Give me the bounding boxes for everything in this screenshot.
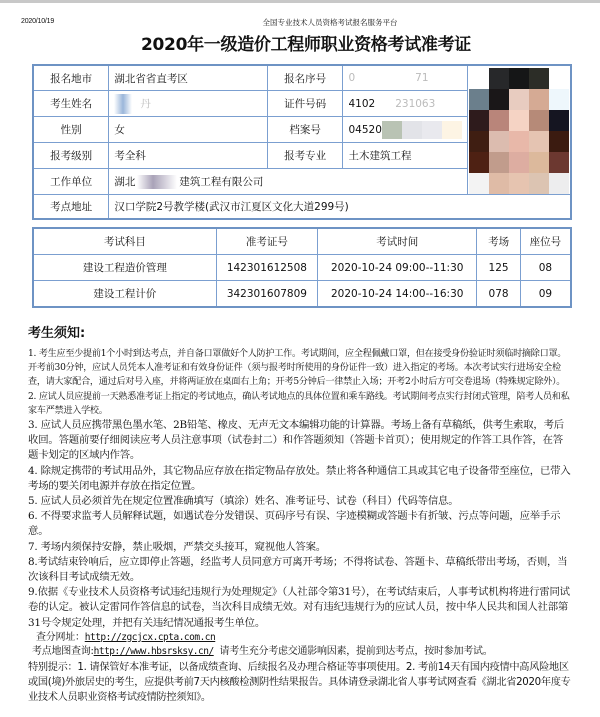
major-value: 土木建筑工程: [343, 143, 467, 169]
notice-item-2: 2. 应试人员应提前一天熟悉准考证上指定的考试地点，确认考试地点的具体位置和乘车路线。考试期间考点实行封闭式管理，陪考人员和私家车严禁进入学校。: [28, 391, 570, 416]
region-value: 湖北省省直考区: [109, 65, 267, 91]
employer-value: 湖北 建筑工程有限公司: [109, 169, 468, 195]
notice-item-8: 8.考试结束铃响后，应立即停止答题，经监考人员同意方可离开考场；不得将试卷、答题卡、草稿纸带出考场，否则，当次该科目考试成绩无效。: [28, 555, 568, 584]
file-label: 档案号: [267, 117, 343, 143]
photo-pixel: [509, 152, 529, 173]
photo-pixel: [529, 110, 549, 131]
photo-pixel: [489, 89, 509, 110]
photo-pixel: [469, 68, 489, 89]
map-label: 考点地图查询:: [32, 646, 94, 658]
photo-pixel: [509, 68, 529, 89]
photo-pixel: [509, 89, 529, 110]
photo-pixel: [529, 173, 549, 194]
photo-pixel: [469, 152, 489, 173]
photo-pixel: [529, 152, 549, 173]
score-link-line: [28, 631, 573, 646]
notice-item-6: 6. 不得要求监考人员解释试题，如遇试卷分发错误、页码序号有误、字迹模糊或答题卡有折皱、污点等问题，应举手示意。: [28, 510, 561, 538]
redaction-mark: [137, 175, 177, 189]
candidate-info-table: [32, 64, 572, 220]
address-label: 考点地址: [33, 195, 109, 220]
notice-item-9: 9.依据《专业技术人员资格考试违纪违规行为处理规定》（人社部令第31号），在考试结束后，人事考试机构将进行雷同试卷的认定。被认定雷同作答信息的试卷，当次科目成绩无效。对有违纪违规行为的应试人员，按中华人民共和国人社部第31号令规定处理，并把有关违纪情况通报考生单位。: [28, 586, 570, 629]
notice-item-4: 4. 除规定携带的考试用品外，其它物品应存放在指定物品存放处。禁止将各种通信工具或其它电子设备带至座位，已带入考场的要关闭电源并存放在指定位置。: [28, 464, 571, 492]
subject-cell: 建设工程造价管理: [33, 255, 216, 281]
serial-value: 0 71: [343, 65, 467, 91]
photo-pixel: [549, 152, 569, 173]
serial-label: 报名序号: [267, 65, 343, 91]
region-label: 报名地市: [33, 65, 109, 91]
table-header-row: [33, 228, 571, 255]
map-note: 请考生充分考虑交通影响因素，提前到达考点，按时参加考试。: [219, 646, 493, 658]
photo-pixel: [549, 173, 569, 194]
photo-pixel: [509, 173, 529, 194]
redaction-mark: [114, 94, 132, 114]
map-link-line: [28, 645, 573, 660]
table-row: [33, 255, 571, 281]
notice-heading: 考生须知:: [28, 326, 86, 341]
candidate-photo: [469, 68, 569, 194]
photo-pixel: [489, 173, 509, 194]
photo-pixel: [529, 131, 549, 152]
photo-pixel: [529, 89, 549, 110]
photo-cell: [467, 65, 571, 195]
header-exam-time: 考试时间: [318, 228, 477, 255]
exam-schedule-table: [32, 227, 572, 308]
level-value: 考全科: [109, 143, 267, 169]
photo-pixel: [529, 68, 549, 89]
photo-pixel: [549, 68, 569, 89]
page-title: 2020年一级造价工程师职业资格考试准考证: [140, 35, 471, 55]
table-row: [33, 281, 571, 308]
photo-pixel: [489, 152, 509, 173]
photo-pixel: [469, 110, 489, 131]
major-label: 报考专业: [267, 143, 343, 169]
notice-item-7: 7. 考场内须保持安静，禁止吸烟，严禁交头接耳，窥视他人答案。: [28, 540, 326, 553]
map-url-link[interactable]: http://www.hbsrsksy.cn/: [93, 646, 214, 658]
gender-value: 女: [109, 117, 267, 143]
file-value: 04520: [343, 117, 467, 143]
employer-label: 工作单位: [33, 169, 109, 195]
photo-pixel: [469, 173, 489, 194]
notice-item-3: 3. 应试人员应携带黑色墨水笔、2B铅笔、橡皮、无声无文本编辑功能的计算器。考场上备有草稿纸，供考生索取，考后收回。答题前要仔细阅读应考人员注意事项（试卷封二）和作答题须知（答题卡首页）；使用规定的作答工具作答，在答题卡划定的区域内作答。: [28, 419, 564, 462]
header-room: 考场: [477, 228, 520, 255]
exam-time-cell: 2020-10-24 09:00--11:30: [318, 255, 477, 281]
room-cell: 125: [477, 255, 520, 281]
score-url-link[interactable]: http://zgcjcx.cpta.com.cn: [84, 631, 216, 643]
top-border: [0, 0, 600, 3]
header-seat: 座位号: [520, 228, 571, 255]
ticket-number-cell: 342301607809: [216, 281, 317, 308]
notice-item-1: 1. 考生应至少提前1个小时到达考点，并自备口罩做好个人防护工作。考试期间，应全程佩戴口罩，但在接受身份验证时须临时摘除口罩。开考前30分钟，应试人员凭本人准考证和有效身份证件（须与报考时所使用的身份证件一致）进入指定的考场。本次考试实行进场安全检查，请大家配合，通过后对号入座，并将两证放在桌面右上角；开考5分钟后一律禁止入场；开考2小时后方可交卷退场（特殊规定除外）。: [28, 349, 567, 388]
score-label: 查分网址：: [36, 631, 85, 643]
platform-name: 全国专业技术人员资格考试报名服务平台: [262, 18, 398, 27]
seat-cell: 09: [520, 281, 571, 308]
photo-pixel: [509, 131, 529, 152]
level-label: 报考级别: [33, 143, 109, 169]
name-value: 丹: [109, 91, 267, 117]
photo-pixel: [509, 110, 529, 131]
id-value: 4102 231063: [343, 91, 467, 117]
seat-cell: 08: [520, 255, 571, 281]
notice-list: [28, 347, 573, 705]
name-label: 考生姓名: [33, 91, 109, 117]
room-cell: 078: [477, 281, 520, 308]
exam-time-cell: 2020-10-24 14:00--16:30: [318, 281, 477, 308]
photo-pixel: [549, 89, 569, 110]
photo-pixel: [549, 110, 569, 131]
photo-pixel: [469, 131, 489, 152]
photo-pixel: [489, 110, 509, 131]
id-label: 证件号码: [267, 91, 343, 117]
photo-pixel: [489, 68, 509, 89]
photo-pixel: [549, 131, 569, 152]
header-subject: 考试科目: [33, 228, 216, 255]
photo-pixel: [469, 89, 489, 110]
header-ticket-number: 准考证号: [216, 228, 317, 255]
gender-label: 性别: [33, 117, 109, 143]
subject-cell: 建设工程计价: [33, 281, 216, 308]
photo-pixel: [489, 131, 509, 152]
ticket-number-cell: 142301612508: [216, 255, 317, 281]
print-date: 2020/10/19: [21, 18, 55, 25]
notice-item-5: 5. 应试人员必须首先在规定位置准确填写（填涂）姓名、准考证号、试卷（科目）代码等信息。: [28, 495, 459, 508]
address-value: 汉口学院2号教学楼(武汉市江夏区文化大道299号): [109, 195, 571, 220]
special-notice: 特别提示：1. 请保管好本准考证，以备成绩查询、后续报名及办理合格证等事项使用。2. 考前14天有国内疫情中高风险地区或国(境)外旅居史的考生，应提供考前7天内核酸检测阴性结果报告。具体请登录湖北省人事考试网查看《湖北省2020年度专业技术人员职业资格考试疫情防控须知》。: [28, 661, 571, 703]
